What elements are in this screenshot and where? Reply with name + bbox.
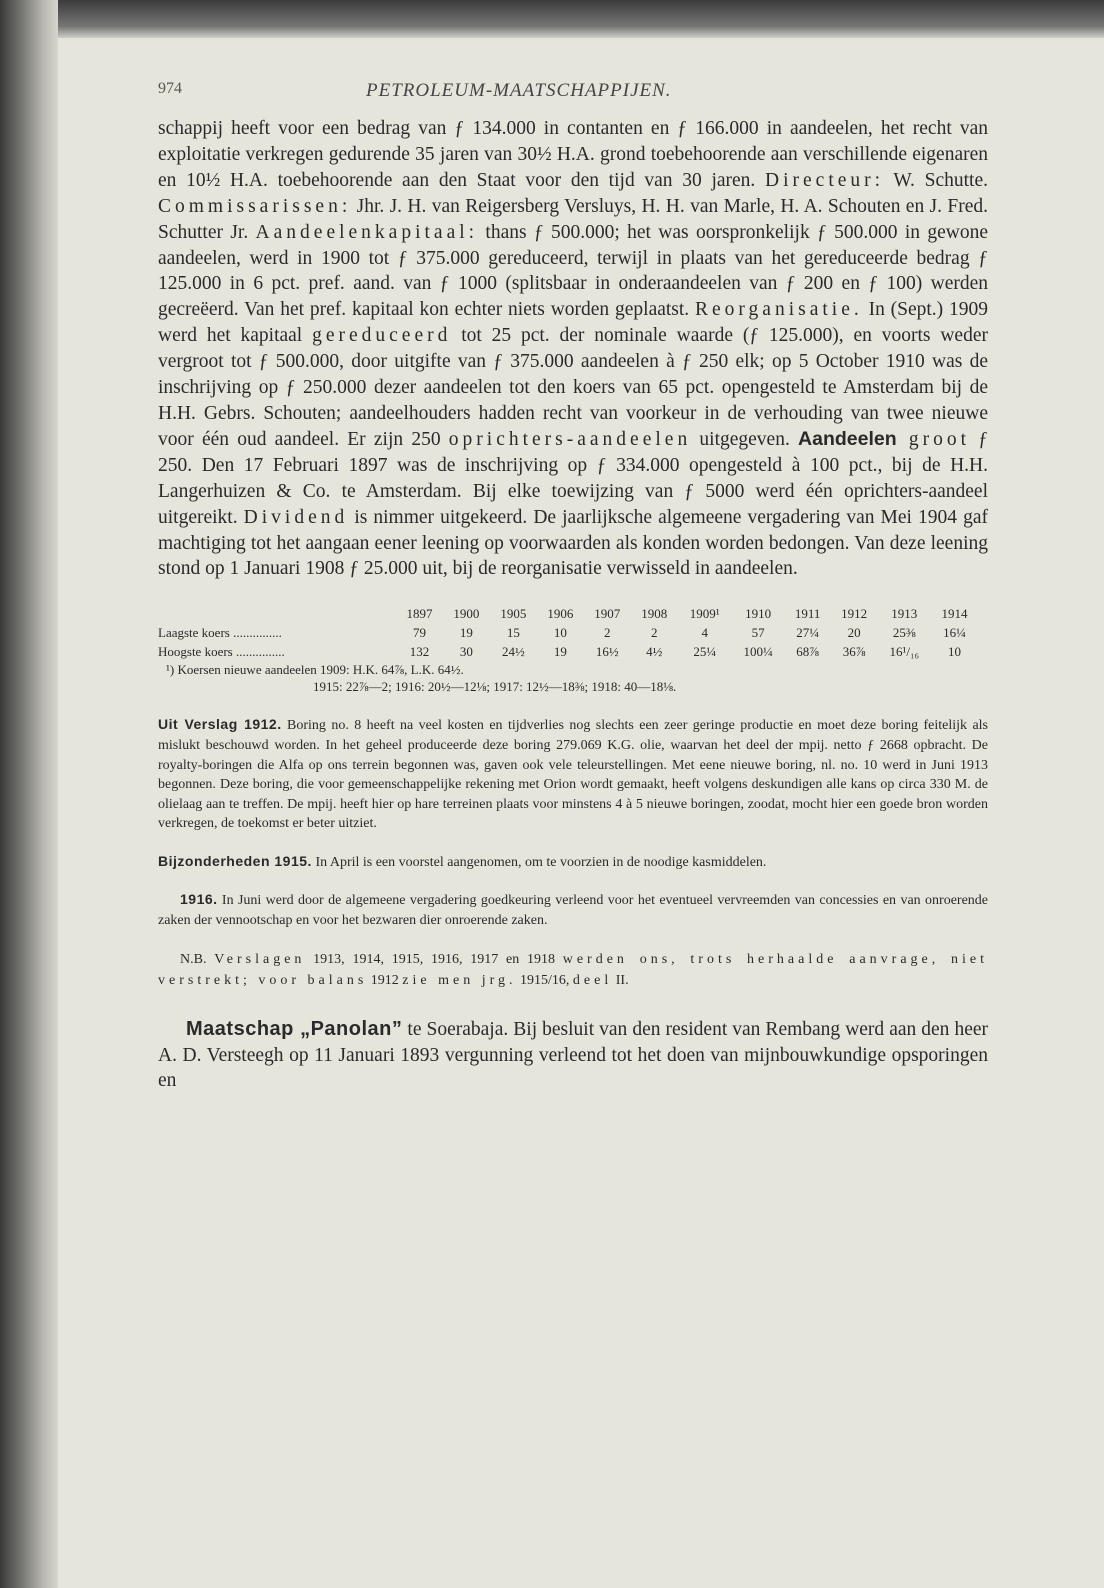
year-header: 1908 (641, 606, 668, 622)
table-cell: 16½ (595, 644, 619, 660)
table-cell: 132 (409, 644, 430, 660)
text-run: schappij heeft voor een bedrag van ƒ 134.000 in contanten en ƒ 166.000 in aandeelen, het recht van exploitatie verkregen gedurende 35 jaren van 30½ H.A. grond toebehoorende aan verschillende eigenaren en 10½ H.A. toebehoorende aan den Staat voor den tijd van 30 jaren. (158, 118, 988, 191)
page-number: 974 (158, 80, 182, 97)
year-header: 1913 (891, 606, 918, 622)
table-cell: 2 (650, 625, 658, 641)
scan-top-edge (0, 0, 1104, 38)
oprichters-label: oprichters-aandeelen (448, 428, 692, 450)
table-cell: 79 (412, 625, 426, 641)
reorganisatie-label: Reorganisatie. (695, 299, 863, 321)
nb-spaced: deel (572, 972, 613, 988)
footnote-line: 1915: 22⅞—2; 1916: 20½—12⅛; 1917: 12½—18⅜; 1918: 40—18⅛. (313, 679, 677, 695)
nb-spaced: werden ons, trots herhaalde aanvrage, niet verstrekt; voor balans (158, 951, 988, 988)
text-run: is nimmer uitgekeerd. De jaarlijksche algemeene vergadering van Mei 1904 gaf machtiging tot het aangaan eener leening op voorwaarden als konden worden bedongen. Van deze leening stond op 1 Januari 1908 ƒ 25.000 uit, bij de reorganisatie verwisseld in aandeelen. (158, 506, 988, 580)
text-run: II. (612, 972, 629, 988)
year-header: 1909¹ (689, 606, 720, 622)
year-header: 1911 (794, 606, 821, 622)
year-header: 1906 (547, 606, 574, 622)
bijzonderheden-text: In April is een voorstel aangenomen, om te voorzien in de noodige kasmiddelen. (311, 854, 767, 870)
price-table-section (158, 604, 988, 695)
table-cell: 25¼ (693, 644, 717, 660)
text-run: uitgegeven. (691, 428, 799, 450)
row-label: Hoogste koers ............... (158, 644, 285, 660)
table-cell: 4½ (646, 644, 663, 660)
commissarissen-label: Commissarissen: (158, 195, 352, 217)
table-cell: 30 (459, 644, 473, 660)
panolan-paragraph (158, 1017, 988, 1095)
text-run: 1912 (367, 972, 403, 988)
text-run: ƒ 250. Den 17 Februari 1897 was de inschrijving op ƒ 334.000 opengesteld à 100 pct., bij de H.H. Langerhuizen & Co. te Amsterdam. Bij elke toewijzing van ƒ 5000 werd één oprichters-aandeel uitgereikt. (158, 428, 988, 528)
nb-prefix: N.B. (180, 951, 215, 967)
text-run: 1915/16, (516, 972, 573, 988)
table-cell: 20 (847, 625, 861, 641)
nb-note (158, 949, 988, 991)
table-cell: 16¼ (943, 625, 966, 641)
header-title: PETROLEUM-MAATSCHAPPIJEN. (366, 80, 672, 101)
row-label: Laagste koers ............... (158, 625, 282, 641)
table-cell: 25⅜ (892, 625, 916, 641)
aandeelen-label: Aandeelen (798, 427, 897, 450)
price-table (158, 604, 978, 661)
panolan-text: te Soerabaja. Bij besluit van den resident van Rembang werd aan den heer A. D. Versteegh op 11 Januari 1893 vergunning verleend tot het doen van mijnbouwkundige opsporingen en (158, 1018, 989, 1092)
table-cell: 24½ (502, 644, 525, 660)
table-cell: 57 (751, 625, 765, 641)
verslag-heading: Uit Verslag 1912. (158, 716, 282, 733)
table-cell: 68⅞ (796, 644, 819, 660)
table-cell: 16¹/₁₆ (889, 644, 920, 660)
dividend-label: Dividend (243, 506, 349, 528)
footnote (158, 661, 988, 695)
text-run: tot 25 pct. der nominale waarde (ƒ 125.000), en voorts weder vergroot tot ƒ 500.000, door uitgifte van ƒ 375.000 aandeelen à ƒ 250 elk; op 5 October 1910 was de inschrijving op ƒ 250.000 dezer aandeelen tot den koers van 65 pct. opengesteld te Amsterdam bij de H.H. Gebrs. Schouten; aandeelhouders hadden recht van voorkeur in de verhouding van twee nieuwe voor één oud aandeel. Er zijn 250 (158, 325, 988, 450)
table-header-row (158, 604, 978, 623)
year-header: 1912 (841, 606, 868, 622)
year-header: 1907 (594, 606, 621, 622)
book-spine (0, 0, 58, 1588)
year-header: 1910 (745, 606, 772, 622)
panolan-firm-name: Maatschap „Panolan” (186, 1017, 403, 1040)
gereduceerd-label: gereduceerd (312, 325, 452, 347)
text-run: In (Sept.) 1909 werd het kapitaal (158, 299, 988, 347)
table-cell: 19 (553, 644, 567, 660)
footnote-line: ¹) Koersen nieuwe aandeelen 1909: H.K. 64⅞, L.K. 64½. (166, 662, 464, 678)
year-header: 1914 (941, 606, 968, 622)
directeur-label: Directeur: (765, 169, 885, 191)
running-head (158, 78, 988, 108)
table-body (158, 623, 978, 661)
text-run: W. Schutte. (884, 169, 988, 191)
verslag-section (158, 715, 988, 834)
text-run: 1913, 1914, 1915, 1916, 1917 en 1918 (305, 951, 563, 967)
main-paragraph (158, 116, 988, 582)
table-corner (158, 604, 396, 623)
table-cell: 27¼ (796, 625, 819, 641)
table-cell: 10 (947, 644, 961, 660)
page-content (158, 78, 988, 1094)
table-cell: 15 (506, 625, 520, 641)
text-run: Jhr. J. H. van Reigersberg Versluys, H. H. van Marle, H. A. Schouten en J. Fred. Schutter Jr. (158, 195, 988, 243)
year-1916-section (158, 890, 988, 930)
table-cell: 10 (553, 625, 567, 641)
bijzonderheden-heading: Bijzonderheden 1915. (158, 852, 312, 869)
table-cell: 4 (701, 625, 708, 641)
nb-verslagen: Verslagen (214, 951, 306, 967)
table-cell: 100¼ (743, 644, 773, 660)
year-1916-heading: 1916. (180, 891, 218, 908)
table-cell: 36⅞ (842, 644, 866, 660)
groot-label: groot (896, 428, 971, 450)
kapitaal-label: Aandeelenkapitaal: (255, 221, 479, 243)
bijzonderheden-section (158, 852, 988, 873)
nb-spaced: zie men jrg. (402, 972, 517, 988)
text-run: thans ƒ 500.000; het was oorspronkelijk ƒ 500.000 in gewone aandeelen, werd in 1900 tot ƒ 375.000 gereduceerd, terwijl in plaats van het gereduceerde bedrag ƒ 125.000 in 6 pct. pref. aand. van ƒ 1000 (splitsbaar in onderaandeelen van ƒ 200 en ƒ 100) werden gecreëerd. Van het pref. kapitaal kon echter niets worden geplaatst. (158, 221, 988, 321)
table-row (158, 623, 978, 642)
verslag-text: Boring no. 8 heeft na veel kosten en tijdverlies nog slechts een zeer geringe productie en moet deze boring feitelijk als mislukt beschouwd worden. In het geheel produceerde deze boring 279.069 K.G. olie, waarvan het deel der mpij. netto ƒ 2668 opbracht. De royalty-boringen die Alfa op ons terrein begonnen was, gaven ook vele teleurstellingen. Met eene nieuwe boring, nl. no. 10 werd in Juni 1913 begonnen. Deze boring, die voor gemeenschappelijke rekening met Orion wordt gemaakt, heeft volgens deskundigen alle kans op circa 330 M. de olielaag aan te treffen. De mpij. heeft hier op hare terreinen plaats voor minstens 4 à 5 nieuwe boringen, zoodat, mocht hier een goede bron worden verkregen, de toekomst er beter uitziet. (158, 718, 988, 832)
table-row (158, 642, 978, 661)
year-header: 1897 (406, 606, 433, 622)
table-cell: 2 (604, 625, 611, 641)
year-1916-text: In Juni werd door de algemeene vergadering goedkeuring verleend voor het eventueel vervreemden van concessies en van onroerende zaken der vennootschap en voor het bezwaren dier onroerende zaken. (158, 893, 988, 929)
year-header: 1900 (453, 606, 480, 622)
year-header: 1905 (500, 606, 527, 622)
table-cell: 19 (459, 625, 473, 641)
book-page (58, 38, 1104, 1588)
